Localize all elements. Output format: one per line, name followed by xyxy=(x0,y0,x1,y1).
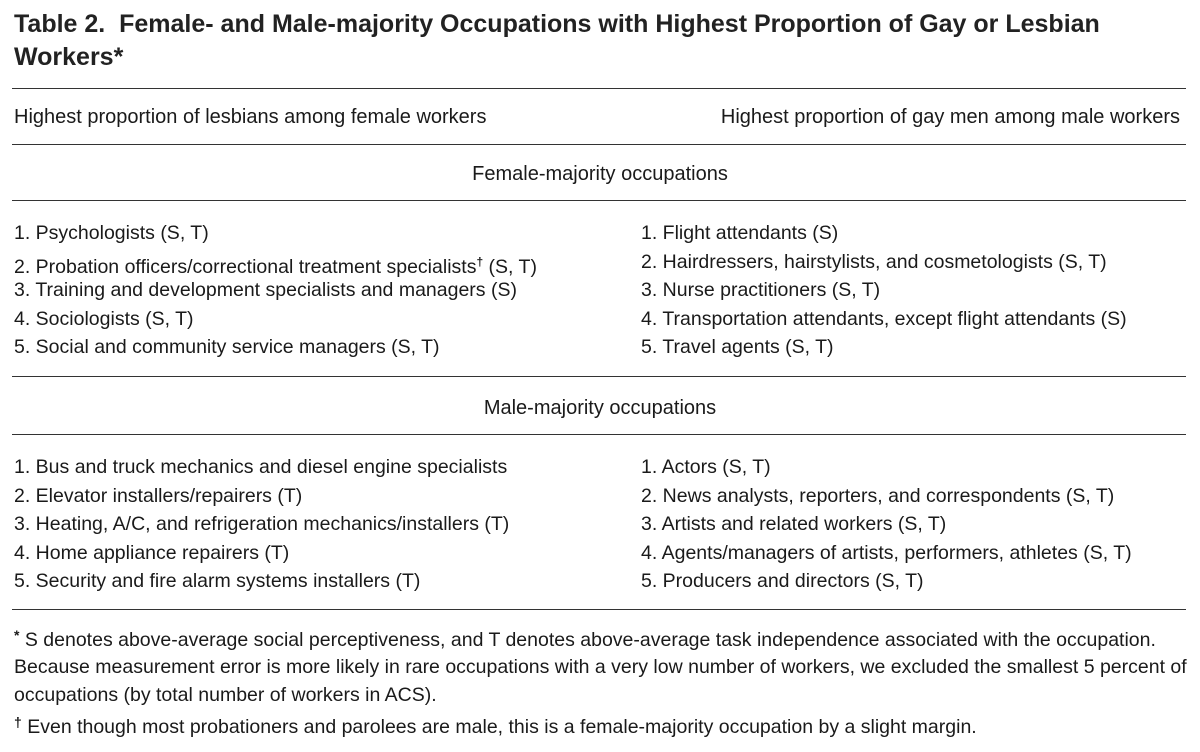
rule-section1 xyxy=(12,200,1186,201)
list-item: 4. Agents/managers of artists, performers, athletes (S, T) xyxy=(641,541,1132,564)
rule-bottom xyxy=(12,609,1186,610)
dagger-mark: † xyxy=(14,714,22,731)
list-item: 1. Actors (S, T) xyxy=(641,456,771,478)
list-item: 3. Nurse practitioners (S, T) xyxy=(641,279,881,302)
list-item: 2. Hairdressers, hairstylists, and cosmetologists (S, T) xyxy=(641,250,1107,273)
rule-section1-end xyxy=(12,376,1186,377)
list-item: 5. Social and community service managers (S, T) xyxy=(14,336,440,359)
rule-section2 xyxy=(12,434,1186,435)
table-notes xyxy=(14,622,1194,742)
footnote-dagger: † Even though most probationers and parolees are male, this is a female-majority occupation by a slight margin. xyxy=(14,714,977,739)
list-item: 3. Training and development specialists and managers (S) xyxy=(14,279,517,302)
male-majority-lesbian-list xyxy=(14,453,509,596)
col-header-gay-men: Highest proportion of gay men among male workers xyxy=(720,106,1180,128)
male-majority-gay-list xyxy=(641,453,1132,596)
rule-top xyxy=(12,88,1186,89)
list-item: 5. Travel agents (S, T) xyxy=(641,336,834,359)
asterisk-mark: * xyxy=(14,627,20,643)
list-item: 5. Producers and directors (S, T) xyxy=(641,570,924,593)
female-majority-gay-list xyxy=(641,219,1127,362)
list-item: 4. Sociologists (S, T) xyxy=(14,307,194,330)
section-label-male-majority: Male-majority occupations xyxy=(483,397,717,419)
table-title: Table 2. Female- and Male-majority Occupations with Highest Proportion of Gay or Lesbian Workers* xyxy=(14,10,1100,71)
col-header-lesbians: Highest proportion of lesbians among female workers xyxy=(14,106,487,128)
list-item: 2. Probation officers/correctional treatment specialists† (S, T) xyxy=(14,254,537,278)
list-item: 4. Transportation attendants, except flight attendants (S) xyxy=(641,307,1127,330)
list-item: 1. Psychologists (S, T) xyxy=(14,222,209,244)
list-item: 4. Home appliance repairers (T) xyxy=(14,541,290,564)
list-item: 2. News analysts, reporters, and correspondents (S, T) xyxy=(641,484,1115,507)
list-item: 3. Heating, A/C, and refrigeration mechanics/installers (T) xyxy=(14,513,510,536)
list-item: 2. Elevator installers/repairers (T) xyxy=(14,484,303,507)
list-item: 3. Artists and related workers (S, T) xyxy=(641,513,947,536)
list-item: 1. Bus and truck mechanics and diesel engine specialists xyxy=(14,456,508,478)
list-item: 1. Flight attendants (S) xyxy=(641,222,839,244)
dagger-mark: † xyxy=(476,254,484,269)
list-item: 5. Security and fire alarm systems installers (T) xyxy=(14,570,421,593)
footnote-asterisk: * S denotes above-average social perceptiveness, and T denotes above-average task independence associated with the occupation. Because measurement error is more likely in rare occupations with a very low number of workers, we excluded the smallest 5 percent of occupations (by total number of workers in ACS). xyxy=(14,627,1187,706)
rule-header xyxy=(12,144,1186,145)
female-majority-lesbian-list xyxy=(14,219,537,362)
section-label-female-majority: Female-majority occupations xyxy=(472,163,728,185)
